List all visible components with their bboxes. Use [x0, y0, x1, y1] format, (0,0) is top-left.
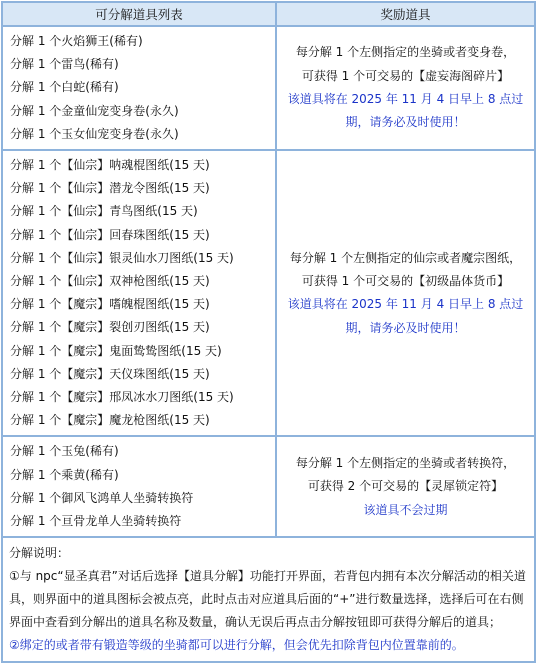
- list-item: 分解 1 个【仙宗】潜龙令图纸(15 天): [10, 181, 210, 196]
- header-items: 可分解道具列表: [3, 3, 275, 25]
- expiry-notice: 期，请务必及时使用！: [345, 320, 466, 335]
- expiry-notice: 该道具不会过期: [363, 502, 448, 517]
- list-item: 分解 1 个【仙宗】呐魂棍图纸(15 天): [10, 158, 210, 173]
- header-row: [3, 3, 534, 25]
- item-list-2: [3, 151, 275, 435]
- list-item: 分解 1 个【魔宗】邢凤冰水刀图纸(15 天): [10, 390, 234, 405]
- header-rewards: 奖励道具: [277, 3, 534, 25]
- reward-cell-1: [277, 27, 534, 149]
- reward-text: 可获得 1 个可交易的【初级晶体货币】: [301, 273, 510, 288]
- reward-table-container: [1, 1, 536, 663]
- instructions-panel: [3, 538, 534, 661]
- list-item: 分解 1 个【魔宗】鬼面鸷鸷图纸(15 天): [10, 343, 222, 358]
- list-item: 分解 1 个白蛇(稀有): [10, 80, 119, 95]
- list-item: 分解 1 个【仙宗】银灵仙水刀图纸(15 天): [10, 250, 234, 265]
- reward-text: 每分解 1 个左侧指定的坐骑或者变身卷，: [295, 45, 516, 60]
- list-item: 分解 1 个亘骨龙单人坐骑转换符: [10, 514, 182, 529]
- reward-text: 可获得 1 个可交易的【虚妄海阁碎片】: [301, 68, 510, 83]
- reward-text: 每分解 1 个左侧指定的仙宗或者魔宗图纸，: [289, 250, 522, 265]
- group-row-2: [3, 151, 534, 435]
- instructions-title: 分解说明：: [9, 546, 70, 561]
- list-item: 分解 1 个金童仙宠变身卷(永久): [10, 103, 179, 118]
- list-item: 分解 1 个【魔宗】魔龙枪图纸(15 天): [10, 413, 210, 428]
- reward-cell-2: [277, 151, 534, 435]
- list-item: 分解 1 个火焰狮王(稀有): [10, 34, 143, 48]
- reward-cell-3: [277, 437, 534, 536]
- instruction-step-2: ②绑定的或者带有锻造等级的坐骑都可以进行分解，但会优先扣除背包内位置靠前的。: [9, 638, 464, 653]
- group-row-3: [3, 437, 534, 536]
- group-row-1: [3, 27, 534, 149]
- list-item: 分解 1 个玉女仙宠变身卷(永久): [10, 126, 179, 141]
- list-item: 分解 1 个【魔宗】嗜魄棍图纸(15 天): [10, 297, 210, 312]
- instruction-step-1: ①与 npc“显圣真君”对话后选择【道具分解】功能打开界面，若背包内拥有本次分解活动的相关道具，则界面中的道具图标会被点亮，此时点击对应道具后面的“+”进行数量选择，选择后可在右侧界面中查看到分解出的道具名称及数量，确认无误后再点击分解按钮即可获得分解后的道具；: [9, 569, 526, 630]
- notes-row: [3, 538, 534, 661]
- list-item: 分解 1 个雷鸟(稀有): [10, 57, 119, 72]
- list-item: 分解 1 个【仙宗】双神枪图纸(15 天): [10, 274, 210, 289]
- list-item: 分解 1 个【仙宗】青鸟图纸(15 天): [10, 204, 198, 219]
- list-item: 分解 1 个【仙宗】回春珠图纸(15 天): [10, 227, 210, 242]
- list-item: 分解 1 个【魔宗】裂创刃图纸(15 天): [10, 320, 210, 335]
- item-list-1: [3, 27, 275, 149]
- decompose-table: [1, 1, 536, 663]
- reward-text: 每分解 1 个左侧指定的坐骑或者转换符，: [295, 455, 516, 470]
- expiry-notice: 该道具将在 2025 年 11 月 4 日早上 8 点过: [287, 92, 524, 106]
- item-list-3: [3, 437, 275, 536]
- reward-text: 可获得 2 个可交易的【灵犀锁定符】: [307, 479, 504, 494]
- list-item: 分解 1 个玉兔(稀有): [10, 444, 119, 459]
- list-item: 分解 1 个乘黄(稀有): [10, 467, 119, 482]
- expiry-notice: 该道具将在 2025 年 11 月 4 日早上 8 点过: [287, 297, 524, 312]
- list-item: 分解 1 个御风飞鸿单人坐骑转换符: [10, 490, 194, 505]
- expiry-notice: 期，请务必及时使用！: [345, 115, 466, 130]
- list-item: 分解 1 个【魔宗】天仪珠图纸(15 天): [10, 366, 210, 381]
